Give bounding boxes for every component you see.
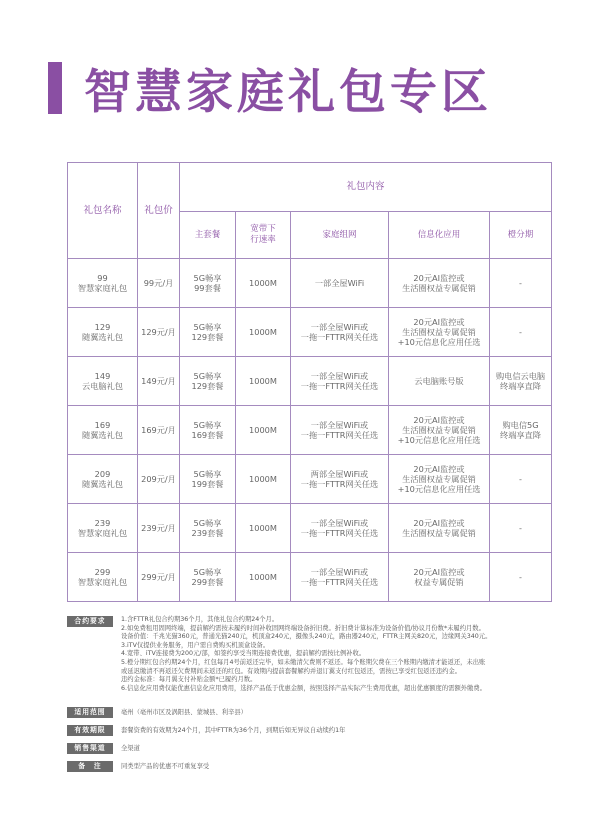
main-plan-cell: 5G畅享 129套餐 — [180, 357, 236, 406]
remark-text: 同类型产品的优惠不可重复享受 — [121, 763, 210, 770]
info-app-cell: 20元AI监控或 生活圈权益专属促销 — [389, 259, 490, 308]
orange-cell: - — [490, 308, 552, 357]
page-title: 智慧家庭礼包专区 — [84, 64, 492, 120]
package-name-cell: 209 随翼选礼包 — [68, 455, 138, 504]
contract-line: 或延迟缴清不再返还欠费期间未返还的红包。有效期内提前套餐解约并退订翼支付红包返还，需按已享受红包返还违约金。 — [121, 667, 462, 675]
package-price-cell: 239元/月 — [138, 504, 180, 553]
table-row — [68, 553, 552, 602]
contract-line: 3.iTV仅提供业务服务，用户需自费购买机顶盒设备。 — [121, 641, 270, 649]
note-channel — [67, 743, 140, 754]
info-app-cell: 20元AI监控或 权益专属促销 — [389, 553, 490, 602]
main-plan-cell: 5G畅享 169套餐 — [180, 406, 236, 455]
info-app-cell: 20元AI监控或 生活圈权益专属促销 — [389, 504, 490, 553]
contract-lines — [121, 616, 491, 693]
home-network-cell: 一部全屋WiFi或 一拖一FTTR网关任选 — [291, 308, 389, 357]
orange-cell: - — [490, 504, 552, 553]
contract-line: 设备价值：千兆光猫360元，普通光猫240元，机顶盒240元，摄像头240元，路由器240元，FTTR主网关820元，边缘网关340元。 — [121, 633, 492, 641]
orange-cell: - — [490, 259, 552, 308]
contract-line: 2.如免费租用固网终端，提前解约需按未履约时间补收固网终端设备折旧费。折旧费计算标准为设备价值/协议月份数*未履约月数。 — [121, 624, 485, 632]
header-package-price: 礼包价 — [138, 163, 180, 259]
package-name-cell: 239 智慧家庭礼包 — [68, 504, 138, 553]
orange-cell: - — [490, 455, 552, 504]
orange-cell: 购电信云电脑 终端享直降 — [490, 357, 552, 406]
note-scope — [67, 707, 247, 718]
title-accent-bar — [48, 62, 62, 114]
package-name-cell: 149 云电脑礼包 — [68, 357, 138, 406]
header-package-content: 礼包内容 — [180, 163, 552, 212]
home-network-cell: 一部全屋WiFi或 一拖一FTTR网关任选 — [291, 553, 389, 602]
home-network-cell: 两部全屋WiFi或 一拖一FTTR网关任选 — [291, 455, 389, 504]
package-name-cell: 299 智慧家庭礼包 — [68, 553, 138, 602]
note-label-validity: 有效期限 — [67, 725, 113, 736]
speed-cell: 1000M — [236, 455, 291, 504]
info-app-cell: 20元AI监控或 生活圈权益专属促销 +10元信息化应用任选 — [389, 406, 490, 455]
package-price-cell: 209元/月 — [138, 455, 180, 504]
note-label-remark: 备 注 — [67, 761, 113, 772]
main-plan-cell: 5G畅享 299套餐 — [180, 553, 236, 602]
speed-cell: 1000M — [236, 357, 291, 406]
speed-cell: 1000M — [236, 406, 291, 455]
package-price-cell: 149元/月 — [138, 357, 180, 406]
header-home-network: 家庭组网 — [291, 212, 389, 259]
info-app-cell: 云电脑账号版 — [389, 357, 490, 406]
note-label-contract: 合约要求 — [67, 616, 113, 627]
table-row — [68, 357, 552, 406]
package-price-cell: 299元/月 — [138, 553, 180, 602]
package-name-cell: 129 随翼选礼包 — [68, 308, 138, 357]
validity-text: 套餐资费的有效期为24个月，其中FTTR为36个月，到期后如无异议自动续约1年 — [121, 727, 346, 734]
main-plan-cell: 5G畅享 99套餐 — [180, 259, 236, 308]
info-app-cell: 20元AI监控或 生活圈权益专属促销 +10元信息化应用任选 — [389, 308, 490, 357]
note-contract — [67, 616, 491, 693]
header-package-name: 礼包名称 — [68, 163, 138, 259]
note-label-scope: 适用范围 — [67, 707, 113, 718]
home-network-cell: 一部全屋WiFi — [291, 259, 389, 308]
contract-line: 1.含FTTR礼包合约期36个月，其他礼包合约期24个月。 — [121, 616, 279, 623]
info-app-cell: 20元AI监控或 生活圈权益专属促销 +10元信息化应用任选 — [389, 455, 490, 504]
note-label-channel: 销售渠道 — [67, 743, 113, 754]
header-info-app: 信息化应用 — [389, 212, 490, 259]
table-row — [68, 455, 552, 504]
package-price-cell: 99元/月 — [138, 259, 180, 308]
main-plan-cell: 5G畅享 199套餐 — [180, 455, 236, 504]
channel-text: 全渠道 — [121, 745, 140, 752]
speed-cell: 1000M — [236, 504, 291, 553]
contract-line: 违约金标准：每月翼支付补贴金额*已履约月数。 — [121, 676, 257, 684]
note-validity — [67, 725, 345, 736]
home-network-cell: 一部全屋WiFi或 一拖一FTTR网关任选 — [291, 406, 389, 455]
speed-cell: 1000M — [236, 259, 291, 308]
home-network-cell: 一部全屋WiFi或 一拖一FTTR网关任选 — [291, 357, 389, 406]
header-main-plan: 主套餐 — [180, 212, 236, 259]
contract-line: 4.宽带、iTV连接费为200元/部，如签约享受当期连接费优惠，提前解约需按比例补收。 — [121, 650, 366, 658]
speed-cell: 1000M — [236, 308, 291, 357]
table-row — [68, 308, 552, 357]
package-price-cell: 129元/月 — [138, 308, 180, 357]
package-table — [67, 162, 552, 602]
table-row — [68, 504, 552, 553]
package-price-cell: 169元/月 — [138, 406, 180, 455]
page-title-block — [48, 58, 492, 118]
header-speed: 宽带下 行速率 — [236, 212, 291, 259]
contract-line: 5.橙分期红包合约期24个月，红包每月4号前返还完毕，如未缴清欠费则不返还。每个账期欠费在三个账期内缴清才能返还，未出账 — [121, 658, 486, 666]
main-plan-cell: 5G畅享 129套餐 — [180, 308, 236, 357]
note-remark — [67, 761, 209, 772]
header-orange: 橙分期 — [490, 212, 552, 259]
home-network-cell: 一部全屋WiFi或 一拖一FTTR网关任选 — [291, 504, 389, 553]
table-row — [68, 259, 552, 308]
table-row — [68, 406, 552, 455]
main-plan-cell: 5G畅享 239套餐 — [180, 504, 236, 553]
orange-cell: 购电信5G 终端享直降 — [490, 406, 552, 455]
scope-text: 亳州（亳州市区及涡阳县、蒙城县、利辛县） — [121, 709, 247, 716]
orange-cell: - — [490, 553, 552, 602]
contract-line: 6.信息化应用费仅能优惠信息化应用费用，选择产品低于优惠金额，按照选择产品实际产生费用优惠，超出优惠额度的需额外缴费。 — [121, 684, 486, 692]
package-name-cell: 169 随翼选礼包 — [68, 406, 138, 455]
speed-cell: 1000M — [236, 553, 291, 602]
package-name-cell: 99 智慧家庭礼包 — [68, 259, 138, 308]
